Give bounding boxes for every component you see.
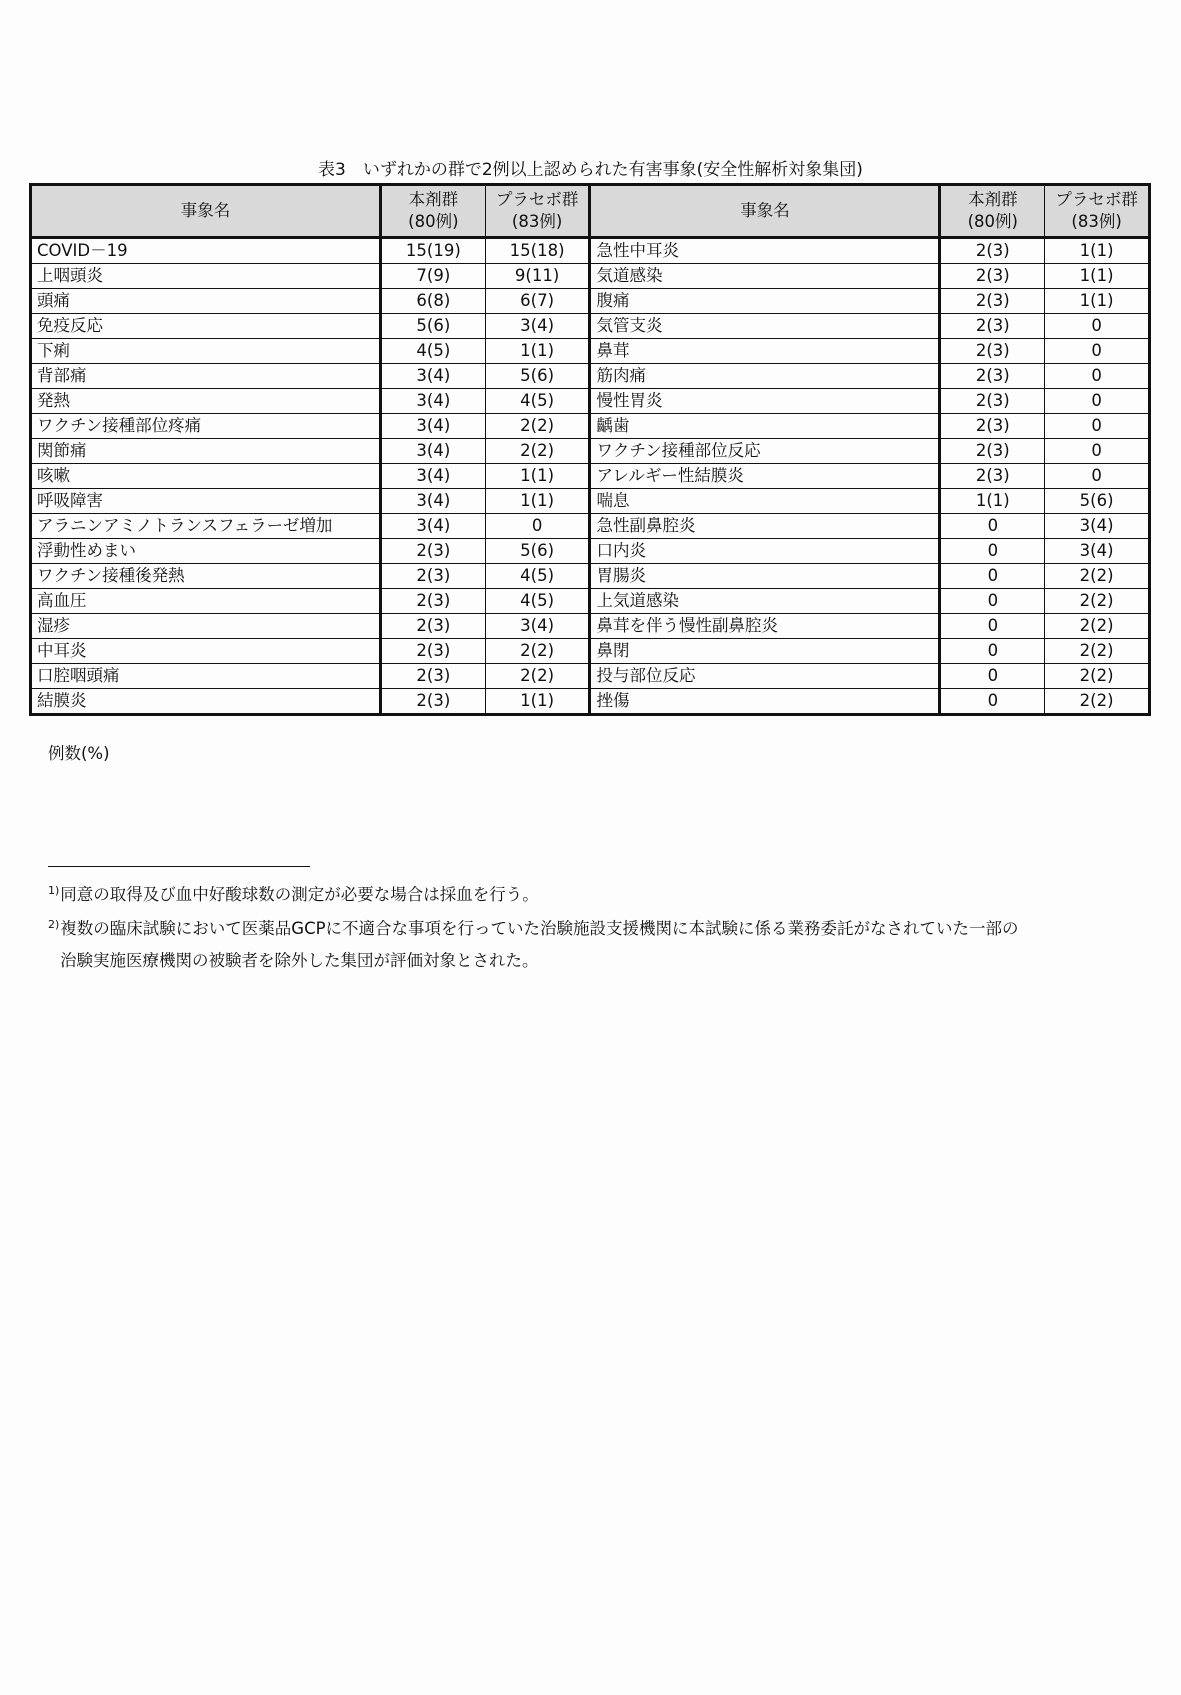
event-name-right: 腹痛 — [590, 289, 940, 314]
event-name-right: 鼻閉 — [590, 639, 940, 664]
placebo-value-right: 1(1) — [1045, 238, 1150, 264]
placebo-value-left: 1(1) — [485, 489, 590, 514]
event-name-left: 免疫反応 — [31, 314, 381, 339]
event-name-left: 口腔咽頭痛 — [31, 664, 381, 689]
drug-value-right: 0 — [940, 589, 1045, 614]
event-name-left: 浮動性めまい — [31, 539, 381, 564]
placebo-value-left: 15(18) — [485, 238, 590, 264]
placebo-value-right: 0 — [1045, 414, 1150, 439]
footnote-continuation: 治験実施医療機関の被験者を除外した集団が評価対象とされた。 — [60, 951, 539, 970]
placebo-value-left: 2(2) — [485, 414, 590, 439]
placebo-value-left: 2(2) — [485, 664, 590, 689]
footnote-1 — [48, 875, 1158, 911]
placebo-value-left: 6(7) — [485, 289, 590, 314]
footnote-marker: 2) — [48, 918, 60, 931]
placebo-value-right: 0 — [1045, 364, 1150, 389]
event-name-right: 挫傷 — [590, 689, 940, 715]
header-event-name-left: 事象名 — [31, 185, 381, 238]
drug-value-left: 3(4) — [380, 489, 485, 514]
table-row — [31, 339, 1150, 364]
footnote-2 — [48, 909, 1158, 977]
placebo-value-left: 4(5) — [485, 389, 590, 414]
event-name-left: 高血圧 — [31, 589, 381, 614]
event-name-right: 口内炎 — [590, 539, 940, 564]
table-row — [31, 514, 1150, 539]
placebo-value-right: 3(4) — [1045, 514, 1150, 539]
event-name-right: 気管支炎 — [590, 314, 940, 339]
event-name-left: ワクチン接種部位疼痛 — [31, 414, 381, 439]
header-placebo-label: プラセボ群 — [1055, 190, 1138, 209]
header-drug-label: 本剤群 — [968, 190, 1018, 209]
table-row — [31, 489, 1150, 514]
event-name-left: 発熱 — [31, 389, 381, 414]
event-name-left: 結膜炎 — [31, 689, 381, 715]
drug-value-right: 2(3) — [940, 339, 1045, 364]
placebo-value-left: 3(4) — [485, 614, 590, 639]
placebo-value-left: 1(1) — [485, 464, 590, 489]
event-name-right: 齲歯 — [590, 414, 940, 439]
placebo-value-right: 1(1) — [1045, 289, 1150, 314]
placebo-value-left: 1(1) — [485, 689, 590, 715]
drug-value-left: 3(4) — [380, 439, 485, 464]
header-placebo-n: (83例) — [511, 212, 563, 231]
drug-value-left: 3(4) — [380, 389, 485, 414]
placebo-value-right: 2(2) — [1045, 564, 1150, 589]
table-row — [31, 689, 1150, 715]
event-name-left: ワクチン接種後発熱 — [31, 564, 381, 589]
header-placebo-label: プラセボ群 — [495, 190, 579, 209]
drug-value-right: 0 — [940, 664, 1045, 689]
table-row — [31, 564, 1150, 589]
placebo-value-right: 0 — [1045, 464, 1150, 489]
drug-value-left: 2(3) — [380, 664, 485, 689]
drug-value-left: 2(3) — [380, 639, 485, 664]
drug-value-right: 2(3) — [940, 264, 1045, 289]
drug-value-right: 2(3) — [940, 414, 1045, 439]
event-name-left: 呼吸障害 — [31, 489, 381, 514]
drug-value-right: 0 — [940, 514, 1045, 539]
header-event-name-right: 事象名 — [590, 185, 940, 238]
event-name-left: 下痢 — [31, 339, 381, 364]
placebo-value-right: 2(2) — [1045, 589, 1150, 614]
event-name-right: 投与部位反応 — [590, 664, 940, 689]
header-drug-n: (80例) — [967, 212, 1018, 231]
event-name-left: 湿疹 — [31, 614, 381, 639]
drug-value-right: 0 — [940, 539, 1045, 564]
event-name-right: 急性副鼻腔炎 — [590, 514, 940, 539]
table-body — [31, 238, 1150, 715]
placebo-value-right: 5(6) — [1045, 489, 1150, 514]
placebo-value-right: 3(4) — [1045, 539, 1150, 564]
event-name-left: 背部痛 — [31, 364, 381, 389]
drug-value-left: 5(6) — [380, 314, 485, 339]
placebo-value-right: 0 — [1045, 339, 1150, 364]
event-name-right: 急性中耳炎 — [590, 238, 940, 264]
event-name-right: 鼻茸を伴う慢性副鼻腔炎 — [590, 614, 940, 639]
drug-value-right: 0 — [940, 564, 1045, 589]
table-row — [31, 364, 1150, 389]
footnote-text: 同意の取得及び血中好酸球数の測定が必要な場合は採血を行う。 — [60, 885, 539, 904]
table-row — [31, 289, 1150, 314]
header-drug-label: 本剤群 — [408, 190, 459, 209]
event-name-left: アラニンアミノトランスフェラーゼ増加 — [31, 514, 381, 539]
placebo-value-right: 2(2) — [1045, 664, 1150, 689]
placebo-value-right: 0 — [1045, 439, 1150, 464]
drug-value-left: 3(4) — [380, 464, 485, 489]
table-row — [31, 414, 1150, 439]
event-name-right: 上気道感染 — [590, 589, 940, 614]
table-row — [31, 639, 1150, 664]
placebo-value-right: 1(1) — [1045, 264, 1150, 289]
placebo-value-left: 3(4) — [485, 314, 590, 339]
drug-value-left: 4(5) — [380, 339, 485, 364]
event-name-left: 中耳炎 — [31, 639, 381, 664]
drug-value-left: 2(3) — [380, 564, 485, 589]
placebo-value-right: 0 — [1045, 314, 1150, 339]
placebo-value-left: 1(1) — [485, 339, 590, 364]
drug-value-left: 2(3) — [380, 539, 485, 564]
placebo-value-right: 0 — [1045, 389, 1150, 414]
drug-value-right: 1(1) — [940, 489, 1045, 514]
drug-value-left: 6(8) — [380, 289, 485, 314]
drug-value-right: 2(3) — [940, 238, 1045, 264]
drug-value-left: 2(3) — [380, 614, 485, 639]
placebo-value-left: 5(6) — [485, 539, 590, 564]
event-name-left: COVID－19 — [31, 238, 381, 264]
event-name-left: 上咽頭炎 — [31, 264, 381, 289]
placebo-value-right: 2(2) — [1045, 689, 1150, 715]
table-row — [31, 614, 1150, 639]
table-row — [31, 314, 1150, 339]
drug-value-left: 3(4) — [380, 364, 485, 389]
header-drug-group-right — [940, 185, 1045, 238]
table-header — [31, 185, 1150, 238]
placebo-value-left: 4(5) — [485, 589, 590, 614]
drug-value-left: 2(3) — [380, 689, 485, 715]
table-row — [31, 389, 1150, 414]
drug-value-right: 2(3) — [940, 289, 1045, 314]
event-name-right: 胃腸炎 — [590, 564, 940, 589]
placebo-value-left: 9(11) — [485, 264, 590, 289]
placebo-value-left: 2(2) — [485, 439, 590, 464]
header-placebo-group-left — [485, 185, 590, 238]
table-row — [31, 664, 1150, 689]
placebo-value-right: 2(2) — [1045, 639, 1150, 664]
event-name-left: 頭痛 — [31, 289, 381, 314]
header-placebo-n: (83例) — [1071, 212, 1122, 231]
placebo-value-left: 2(2) — [485, 639, 590, 664]
table-caption: 表3 いずれかの群で2例以上認められた有害事象(安全性解析対象集団) — [318, 160, 863, 180]
footnote-divider — [48, 866, 310, 867]
header-placebo-group-right — [1045, 185, 1150, 238]
drug-value-right: 2(3) — [940, 389, 1045, 414]
drug-value-right: 2(3) — [940, 314, 1045, 339]
drug-value-left: 3(4) — [380, 414, 485, 439]
drug-value-left: 3(4) — [380, 514, 485, 539]
unit-note: 例数(%) — [48, 744, 110, 763]
drug-value-right: 0 — [940, 639, 1045, 664]
placebo-value-left: 0 — [485, 514, 590, 539]
event-name-right: 筋肉痛 — [590, 364, 940, 389]
drug-value-right: 2(3) — [940, 439, 1045, 464]
header-drug-group-left — [380, 185, 485, 238]
drug-value-right: 2(3) — [940, 464, 1045, 489]
header-drug-n: (80例) — [408, 212, 459, 231]
table-row — [31, 264, 1150, 289]
drug-value-left: 7(9) — [380, 264, 485, 289]
event-name-right: アレルギー性結膜炎 — [590, 464, 940, 489]
drug-value-left: 2(3) — [380, 589, 485, 614]
event-name-left: 関節痛 — [31, 439, 381, 464]
drug-value-left: 15(19) — [380, 238, 485, 264]
adverse-events-table — [29, 183, 1151, 716]
table-row — [31, 238, 1150, 264]
event-name-right: ワクチン接種部位反応 — [590, 439, 940, 464]
drug-value-right: 0 — [940, 614, 1045, 639]
event-name-left: 咳嗽 — [31, 464, 381, 489]
table-row — [31, 464, 1150, 489]
footnote-marker: 1) — [48, 884, 60, 897]
table-row — [31, 439, 1150, 464]
event-name-right: 気道感染 — [590, 264, 940, 289]
placebo-value-right: 2(2) — [1045, 614, 1150, 639]
placebo-value-left: 5(6) — [485, 364, 590, 389]
drug-value-right: 0 — [940, 689, 1045, 715]
footnote-text: 複数の臨床試験において医薬品GCPに不適合な事項を行っていた治験施設支援機関に本試験に係る業務委託がなされていた一部の — [60, 919, 1019, 938]
table-row — [31, 589, 1150, 614]
drug-value-right: 2(3) — [940, 364, 1045, 389]
event-name-right: 鼻茸 — [590, 339, 940, 364]
table-row — [31, 539, 1150, 564]
event-name-right: 慢性胃炎 — [590, 389, 940, 414]
placebo-value-left: 4(5) — [485, 564, 590, 589]
event-name-right: 喘息 — [590, 489, 940, 514]
